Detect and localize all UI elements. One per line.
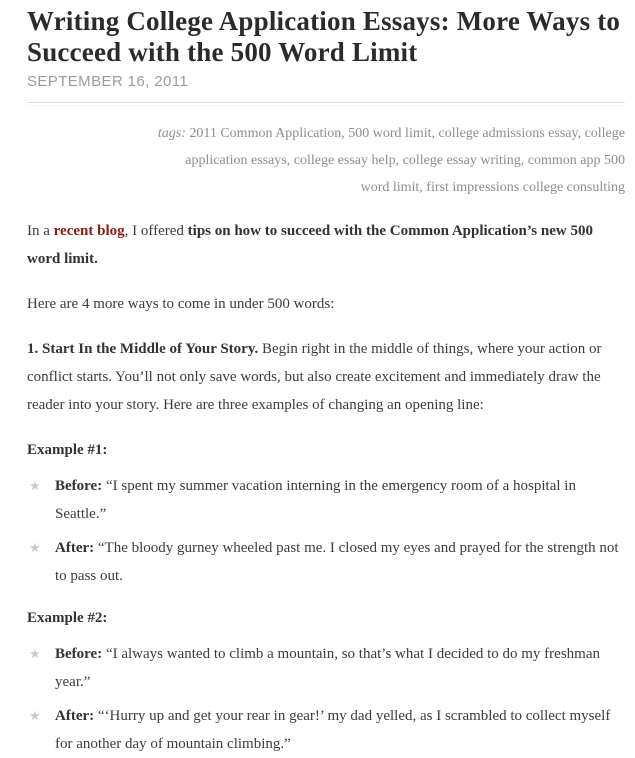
page-title: Writing College Application Essays: More Ways to Succeed with the 500 Word Limit [27,6,621,67]
before-text: “I spent my summer vacation interning in the emergency room of a hospital in Seattle.” [55,478,576,522]
before-text: “I always wanted to climb a mountain, so that’s what I decided to do my freshman year.” [55,646,600,690]
tags-list[interactable]: 2011 Common Application, 500 word limit, college admissions essay, college application essays, college essay help, college essay writing, common app 500 word limit, first impressions college consulting [185,126,625,195]
before-label: Before: [55,646,103,662]
intro-pre-text: In a [27,223,54,239]
before-label: Before: [55,478,103,494]
example1-list [27,472,625,590]
after-text: “‘Hurry up and get your rear in gear!’ my dad yelled, as I scrambled to collect myself for another day of mountain climbing.” [55,708,611,752]
star-icon: ★ [29,708,41,723]
example1-heading: Example #1: [27,442,108,458]
list-item [27,640,625,696]
recent-blog-link[interactable]: recent blog [53,223,125,239]
list-item [27,702,625,758]
after-label: After: [55,540,95,556]
intro-mid-text: , I offered [124,223,188,239]
example2-heading: Example #2: [27,610,108,626]
intro-bold-text: tips on how to succeed with the Common Application’s new 500 word limit. [27,223,593,267]
divider [27,102,625,106]
after-text: “The bloody gurney wheeled past me. I closed my eyes and prayed for the strength not to pass out. [55,540,619,584]
list-item [27,472,625,528]
tip1-heading: 1. Start In the Middle of Your Story. [27,341,259,357]
ways-intro-paragraph: Here are 4 more ways to come in under 500 words: [27,296,335,312]
post-date: SEPTEMBER 16, 2011 [27,73,189,90]
star-icon: ★ [29,646,41,661]
tags-label: tags: [157,126,186,141]
example2-list [27,640,625,758]
tip1-text: Begin right in the middle of things, where your action or conflict starts. You’ll not only save words, but also create excitement and immediately draw the reader into your story. Here are three examples of changing an opening line: [27,341,602,413]
star-icon: ★ [29,540,41,555]
after-label: After: [55,708,95,724]
star-icon: ★ [29,478,41,493]
intro-paragraph [27,217,625,273]
tags-block [155,120,625,201]
tip1-paragraph [27,335,625,419]
list-item [27,534,625,590]
